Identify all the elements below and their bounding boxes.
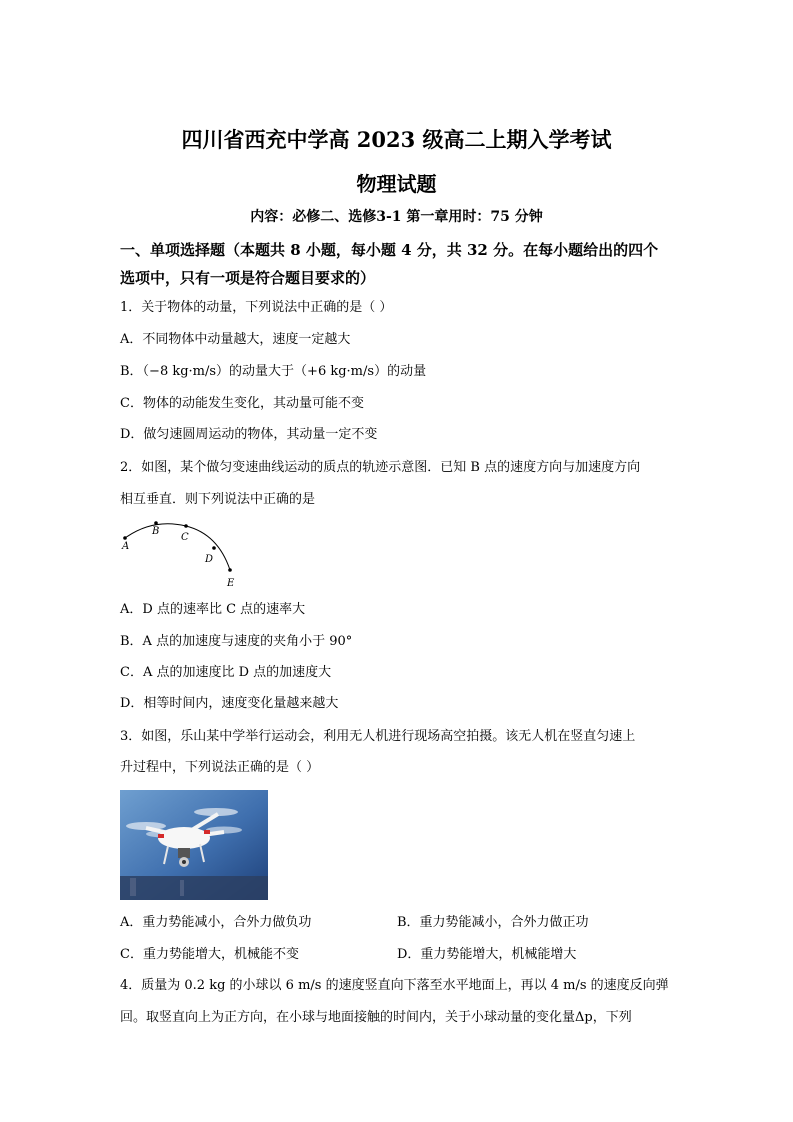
q4-stem-line1: 4．质量为 0.2 kg 的小球以 6 m/s 的速度竖直向下落至水平地面上，再以 4 m/s 的速度反向弹 xyxy=(120,978,669,993)
q3-stem-line1: 3．如图，乐山某中学举行运动会，利用无人机进行现场高空拍摄。该无人机在竖直匀速上 xyxy=(120,729,636,744)
q3-option-b: B．重力势能减小，合外力做正功 xyxy=(397,915,589,930)
q1-option-a: A．不同物体中动量越大，速度一定越大 xyxy=(120,332,351,347)
q3-stem-line2: 升过程中，下列说法正确的是（ ） xyxy=(120,760,320,775)
label-c: C xyxy=(181,532,189,543)
q4-stem-line2: 回。取竖直向上为正方向，在小球与地面接触的时间内，关于小球动量的变化量Δp，下列 xyxy=(120,1010,632,1025)
point-c xyxy=(184,524,188,528)
label-d: D xyxy=(205,554,214,565)
trajectory-diagram xyxy=(118,518,248,590)
label-b: B xyxy=(152,526,160,537)
label-e: E xyxy=(227,578,235,589)
exam-title: 四川省西充中学高 2023 级高二上期入学考试 xyxy=(181,127,612,152)
q2-option-a: A．D 点的速率比 C 点的速率大 xyxy=(120,602,306,617)
q1-option-b: B．（−8 kg·m/s）的动量大于（+6 kg·m/s）的动量 xyxy=(120,364,427,379)
q1-option-c: C．物体的动能发生变化，其动量可能不变 xyxy=(120,396,364,411)
point-d xyxy=(212,546,216,550)
point-e xyxy=(228,568,232,572)
q2-option-b: B．A 点的加速度与速度的夹角小于 90° xyxy=(120,634,353,649)
q2-option-c: C．A 点的加速度比 D 点的加速度大 xyxy=(120,665,332,680)
section-heading-line2: 选项中，只有一项是符合题目要求的） xyxy=(120,269,376,287)
point-a xyxy=(123,536,127,540)
q3-option-d: D．重力势能增大，机械能增大 xyxy=(397,947,577,962)
q2-option-d: D．相等时间内，速度变化量越来越大 xyxy=(120,696,339,711)
section-heading-line1: 一、单项选择题（本题共 8 小题，每小题 4 分，共 32 分。在每小题给出的四个 xyxy=(120,241,659,259)
exam-subtitle: 物理试题 xyxy=(356,172,437,196)
q1-stem: 1．关于物体的动量，下列说法中正确的是（ ） xyxy=(120,300,393,315)
q3-option-a: A．重力势能减小，合外力做负功 xyxy=(120,915,312,930)
q2-stem-line1: 2．如图，某个做匀变速曲线运动的质点的轨迹示意图．已知 B 点的速度方向与加速度方向 xyxy=(120,460,641,475)
q2-stem-line2: 相互垂直．则下列说法中正确的是 xyxy=(120,492,316,507)
point-b xyxy=(154,521,158,525)
label-a: A xyxy=(122,541,130,552)
drone-photo xyxy=(120,790,268,900)
section-heading xyxy=(120,236,680,292)
q3-option-c: C．重力势能增大，机械能不变 xyxy=(120,947,299,962)
exam-meta: 内容：必修二、选修3-1 第一章用时：75 分钟 xyxy=(250,209,543,225)
q1-option-d: D．做匀速圆周运动的物体，其动量一定不变 xyxy=(120,427,378,442)
